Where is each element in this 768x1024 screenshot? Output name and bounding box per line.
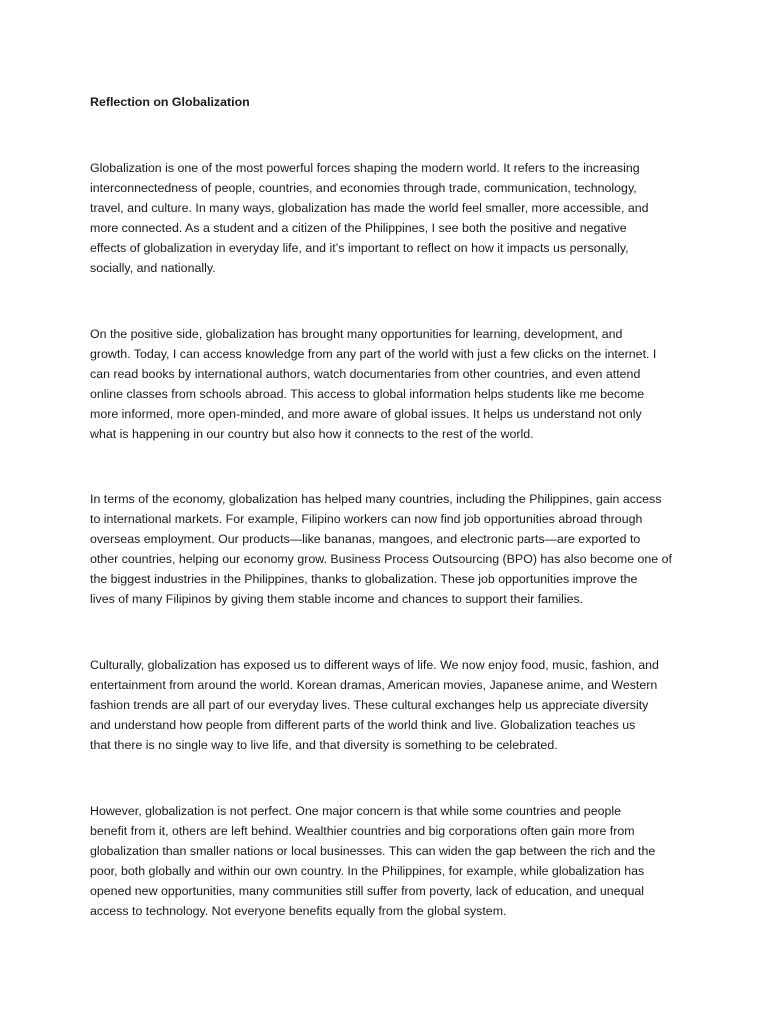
- paragraph-line: more connected. As a student and a citizen of the Philippines, I see both the positive and negative: [90, 221, 627, 235]
- document-title: Reflection on Globalization: [90, 95, 250, 109]
- paragraph-line: effects of globalization in everyday life, and it’s important to reflect on how it impacts us personally,: [90, 241, 629, 255]
- paragraph-line: travel, and culture. In many ways, globalization has made the world feel smaller, more accessible, and: [90, 201, 649, 215]
- paragraph-line: On the positive side, globalization has brought many opportunities for learning, development, and: [90, 327, 623, 341]
- paragraph-line: other countries, helping our economy grow. Business Process Outsourcing (BPO) has also become one of: [90, 552, 672, 566]
- paragraph-line: that there is no single way to live life, and that diversity is something to be celebrated.: [90, 738, 558, 752]
- paragraph-line: can read books by international authors, watch documentaries from other countries, and even attend: [90, 367, 641, 381]
- paragraph-line: In terms of the economy, globalization has helped many countries, including the Philippines, gain access: [90, 492, 662, 506]
- paragraph-line: to international markets. For example, Filipino workers can now find job opportunities abroad through: [90, 512, 643, 526]
- paragraph-line: Culturally, globalization has exposed us to different ways of life. We now enjoy food, music, fashion, and: [90, 658, 659, 672]
- paragraph-line: globalization than smaller nations or local businesses. This can widen the gap between the rich and the: [90, 844, 656, 858]
- paragraph-line: opened new opportunities, many communities still suffer from poverty, lack of education, and unequal: [90, 884, 644, 898]
- paragraph-line: entertainment from around the world. Korean dramas, American movies, Japanese anime, and Western: [90, 678, 658, 692]
- paragraph-concerns: [90, 801, 690, 921]
- paragraph-line: online classes from schools abroad. This access to global information helps students like me become: [90, 387, 645, 401]
- paragraph-line: Globalization is one of the most powerful forces shaping the modern world. It refers to the increasing: [90, 161, 640, 175]
- paragraph-economy: [90, 489, 690, 609]
- paragraph-line: what is happening in our country but also how it connects to the rest of the world.: [90, 427, 534, 441]
- paragraph-introduction: [90, 158, 690, 278]
- paragraph-line: fashion trends are all part of our everyday lives. These cultural exchanges help us appreciate diversity: [90, 698, 649, 712]
- paragraph-line: access to technology. Not everyone benefits equally from the global system.: [90, 904, 507, 918]
- paragraph-culture: [90, 655, 690, 755]
- paragraph-line: benefit from it, others are left behind. Wealthier countries and big corporations often gain more from: [90, 824, 635, 838]
- paragraph-line: lives of many Filipinos by giving them stable income and chances to support their families.: [90, 592, 584, 606]
- paragraph-positive-side: [90, 324, 690, 444]
- paragraph-line: interconnectedness of people, countries, and economies through trade, communication, technology,: [90, 181, 637, 195]
- paragraph-line: poor, both globally and within our own country. In the Philippines, for example, while globalization has: [90, 864, 645, 878]
- paragraph-line: more informed, more open-minded, and more aware of global issues. It helps us understand not only: [90, 407, 642, 421]
- paragraph-line: growth. Today, I can access knowledge from any part of the world with just a few clicks on the internet. I: [90, 347, 657, 361]
- paragraph-line: However, globalization is not perfect. One major concern is that while some countries and people: [90, 804, 622, 818]
- paragraph-line: and understand how people from different parts of the world think and live. Globalization teaches us: [90, 718, 636, 732]
- paragraph-line: the biggest industries in the Philippines, thanks to globalization. These job opportunities improve the: [90, 572, 638, 586]
- paragraph-line: overseas employment. Our products—like bananas, mangoes, and electronic parts—are exported to: [90, 532, 641, 546]
- paragraph-line: socially, and nationally.: [90, 261, 216, 275]
